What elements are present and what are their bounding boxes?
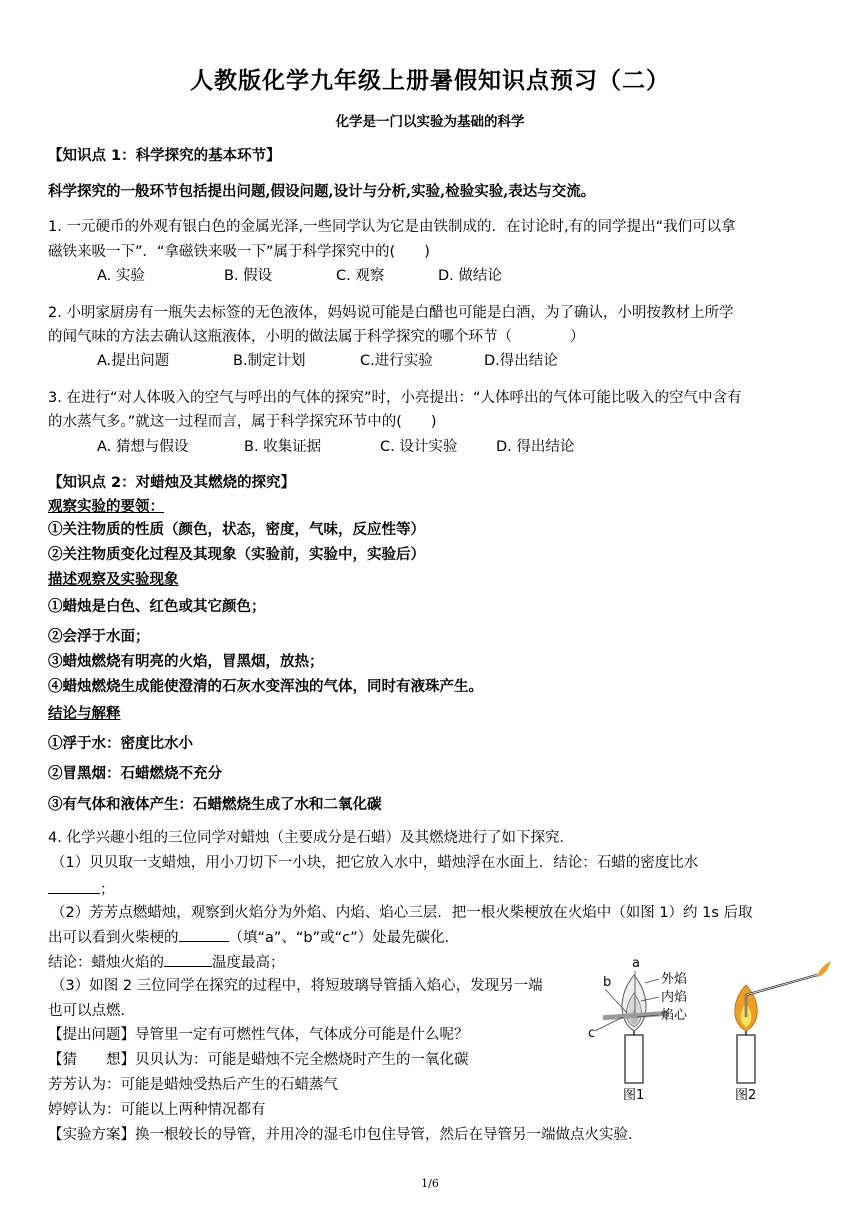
q1-options: [97, 266, 502, 286]
page-number: 1/6: [421, 1177, 439, 1190]
q4-part1-line1: （1）贝贝取一支蜡烛，用小刀切下一小块，把它放入水中，蜡烛浮在水面上．结论：石蜡的密度比水: [51, 855, 699, 871]
observe-item-1: ①关注物质的性质（颜色，状态，密度，气味，反应性等）: [48, 521, 425, 538]
conclusion-item-2: ②冒黑烟：石蜡燃烧不充分: [48, 765, 222, 782]
observe-item-2: ②关注物质变化过程及其现象（实验前，实验中，实验后）: [48, 546, 425, 563]
q4-guess: [48, 1050, 469, 1070]
q2-option-b: B.制定计划: [233, 353, 306, 369]
label-a: a: [632, 956, 640, 971]
describe-title: 描述观察及实验现象: [48, 571, 179, 588]
tube-end-flame: [817, 961, 831, 977]
q1-line2: 磁铁来吸一下”．“拿磁铁来吸一下”属于科学探究中的( ): [48, 244, 430, 260]
kp1-heading: 【知识点 1：科学探究的基本环节】: [48, 148, 281, 164]
q1-option-b: B. 假设: [224, 268, 273, 284]
q1-line1: 1. 一元硬币的外观有银白色的金属光泽,一些同学认为它是由铁制成的．在讨论时,有的同学提出“我们可以拿: [48, 219, 736, 235]
describe-item-4: ④蜡烛燃烧生成能使澄清的石灰水变浑浊的气体，同时有液珠产生。: [48, 678, 483, 695]
q4-part2-line1: （2）芳芳点燃蜡烛，观察到火焰分为外焰、内焰、焰心三层．把一根火柴梗放在火焰中（如图 1）约 1s 后取: [51, 905, 753, 921]
candle-body-2: [737, 1035, 755, 1083]
answer-blank-1[interactable]: [48, 879, 100, 894]
q4-guess-text: 贝贝认为：可能是蜡烛不完全燃烧时产生的一氧化碳: [135, 1052, 469, 1068]
q2-options: [97, 351, 558, 371]
q4-guess-label: 【猜 想】: [48, 1052, 135, 1068]
figure-2: [735, 961, 831, 1103]
label-flame-core: 焰心: [661, 1008, 688, 1023]
q4-guess-ting: 婷婷认为：可能以上两种情况都有: [48, 1102, 266, 1118]
conclusion-item-1: ①浮于水：密度比水小: [48, 735, 193, 752]
label-outer-flame: 外焰: [661, 972, 688, 987]
describe-item-3: ③蜡烛燃烧有明亮的火焰，冒黑烟，放热；: [48, 653, 324, 670]
pointer-outer: [645, 979, 659, 983]
q3-option-c: C. 设计实验: [380, 439, 458, 455]
q4-part3-line1: （3）如图 2 三位同学在探究的过程中，将短玻璃导管插入焰心，发现另一端: [51, 978, 543, 994]
q3-option-a: A. 猜想与假设: [97, 439, 189, 455]
q3-line1: 3. 在进行“对人体吸入的空气与呼出的气体的探究”时，小亮提出：“人体呼出的气体可能比吸入的空气中含有: [48, 390, 742, 406]
q3-option-d: D. 得出结论: [496, 439, 575, 455]
q1-option-d: D. 做结论: [438, 268, 502, 284]
q4-part1-end: ；: [100, 882, 115, 898]
q2-option-a: A.提出问题: [97, 353, 170, 369]
q2-option-c: C.进行实验: [360, 353, 433, 369]
kp1-summary: 科学探究的一般环节包括提出问题,假设问题,设计与分析,实验,检验实验,表达与交流。: [48, 183, 596, 200]
figure-1: [588, 956, 688, 1103]
page-title: 人教版化学九年级上册暑假知识点预习（二）: [190, 68, 670, 94]
q4-guess-fang: 芳芳认为：可能是蜡烛受热后产生的石蜡蒸气: [48, 1077, 338, 1093]
q4-question: 【提出问题】导管里一定有可燃性气体，气体成分可能是什么呢？: [48, 1027, 469, 1043]
answer-blank-3[interactable]: [164, 952, 212, 967]
q4-part2-line3-start: 结论：蜡烛火焰的: [48, 955, 164, 971]
candle-body-1: [625, 1035, 643, 1083]
q4-part2-line2-end: （填“a”、“b”或“c”）处最先碳化．: [228, 930, 460, 946]
observe-title: 观察实验的要领：: [48, 498, 164, 515]
kp2-heading: 【知识点 2：对蜡烛及其燃烧的探究】: [48, 475, 296, 491]
q3-line2: 的水蒸气多。”就这一过程而言，属于科学探究环节中的( ): [48, 414, 437, 430]
q4-part2-line2-start: 出可以看到火柴梗的: [48, 930, 179, 946]
q4-part1-line2: [48, 879, 115, 900]
fig2-caption: 图2: [735, 1088, 757, 1103]
fig1-caption: 图1: [623, 1088, 645, 1103]
q2-option-d: D.得出结论: [484, 353, 558, 369]
q3-options: [97, 437, 574, 457]
q4-part2-line3: [48, 952, 285, 973]
q4-plan: 【实验方案】换一根较长的导管，并用冷的湿毛巾包住导管，然后在导管另一端做点火实验．: [48, 1127, 643, 1143]
q4-part2-line3-end: 温度最高；: [212, 955, 285, 971]
q4-part3-line2: 也可以点燃．: [48, 1003, 135, 1019]
label-b: b: [603, 975, 612, 990]
q1-option-c: C. 观察: [336, 268, 385, 284]
conclusion-title: 结论与解释: [48, 705, 121, 722]
q2-line2: 的闻气味的方法去确认这瓶液体，小明的做法属于科学探究的哪个环节（ ）: [48, 329, 585, 345]
conclusion-item-3: ③有气体和液体产生：石蜡燃烧生成了水和二氧化碳: [48, 796, 382, 813]
q3-option-b: B. 收集证据: [244, 439, 322, 455]
describe-item-1: ①蜡烛是白色、红色或其它颜色；: [48, 598, 266, 615]
label-inner-flame: 内焰: [661, 990, 688, 1005]
label-c: c: [588, 1026, 596, 1041]
q4-intro: 4. 化学兴趣小组的三位同学对蜡烛（主要成分是石蜡）及其燃烧进行了如下探究．: [48, 830, 574, 846]
answer-blank-2[interactable]: [179, 927, 229, 942]
describe-item-2: ②会浮于水面；: [48, 628, 150, 645]
q1-option-a: A. 实验: [97, 268, 145, 284]
q2-line1: 2. 小明家厨房有一瓶失去标签的无色液体，妈妈说可能是白醋也可能是白酒，为了确认，小明按教材上所学: [48, 305, 734, 321]
candle-figure: [585, 955, 835, 1105]
page-subtitle: 化学是一门以实验为基础的科学: [335, 114, 525, 130]
q4-part2-line2: [48, 927, 459, 948]
